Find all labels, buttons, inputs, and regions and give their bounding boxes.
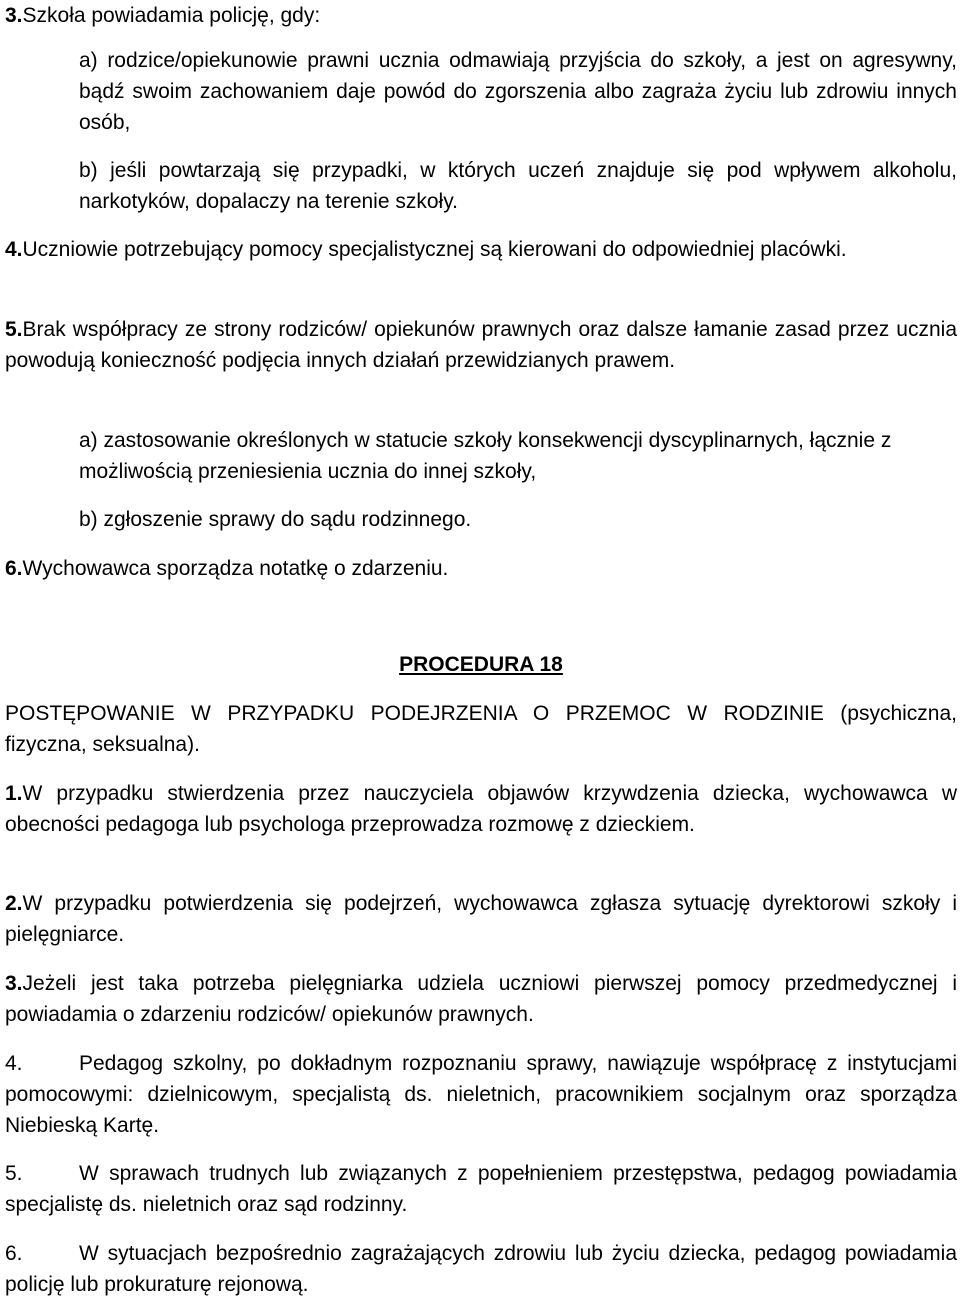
procedure-subtitle: POSTĘPOWANIE W PRZYPADKU PODEJRZENIA O PRZEMOC W RODZINIE (psychiczna, fizyczna, seksualna).	[5, 702, 957, 756]
item-4-number: 4.	[5, 238, 23, 261]
item-6-text: Wychowawca sporządza notatkę o zdarzeniu.	[22, 557, 449, 580]
procedure-item-3-number: 3.	[5, 972, 23, 995]
item-4-text: Uczniowie potrzebujący pomocy specjalistycznej są kierowani do odpowiedniej placówki.	[22, 238, 847, 261]
procedure-item-2-text: W przypadku potwierdzenia się podejrzeń, wychowawca zgłasza sytuację dyrektorowi szkoły i pielęgniarce.	[5, 892, 957, 946]
procedure-item-1-text: W przypadku stwierdzenia przez nauczyciela objawów krzywdzenia dziecka, wychowawca w obecności pedagoga lub psychologa przeprowadza rozmowę z dzieckiem.	[5, 782, 957, 836]
procedure-item-4	[5, 1048, 957, 1141]
procedure-item-5	[5, 1158, 957, 1220]
procedure-item-4-number: 4.	[5, 1052, 23, 1075]
procedure-item-1-number: 1.	[5, 782, 23, 805]
procedure-item-6-number: 6.	[5, 1242, 23, 1265]
procedure-item-3-text: Jeżeli jest taka potrzeba pielęgniarka udziela uczniowi pierwszej pomocy przedmedycznej i powiadamia o zdarzeniu rodziców/ opiekunów prawnych.	[5, 972, 957, 1026]
item-3-a: a) rodzice/opiekunowie prawni ucznia odmawiają przyjścia do szkoły, a jest on agresywny, bądź swoim zachowaniem daje powód do zgorszenia albo zagraża życiu lub zdrowiu innych osób,	[79, 49, 957, 134]
item-5-a: a) zastosowanie określonych w statucie szkoły konsekwencji dyscyplinarnych, łącznie z możliwością przeniesienia ucznia do innej szkoły,	[79, 429, 892, 483]
item-3-text: Szkoła powiadamia policję, gdy:	[22, 4, 321, 27]
item-3-number: 3.	[5, 4, 23, 27]
procedure-item-3	[5, 968, 957, 1030]
item-6	[5, 553, 957, 584]
item-4	[5, 234, 957, 265]
procedure-title-text: PROCEDURA 18	[399, 653, 563, 676]
procedure-item-1	[5, 778, 957, 840]
procedure-item-6	[5, 1238, 957, 1300]
procedure-title	[5, 649, 957, 680]
procedure-item-4-text: Pedagog szkolny, po dokładnym rozpoznaniu sprawy, nawiązuje współpracę z instytucjami pomocowymi: dzielnicowym, specjalistą ds. nieletnich, pracownikiem socjalnym oraz sporządza Niebieską Kartę.	[5, 1052, 957, 1137]
procedure-item-2-number: 2.	[5, 892, 23, 915]
item-3	[5, 0, 957, 31]
procedure-item-2	[5, 888, 957, 950]
procedure-item-6-text: W sytuacjach bezpośrednio zagrażających zdrowiu lub życiu dziecka, pedagog powiadamia policję lub prokuraturę rejonową.	[5, 1242, 957, 1296]
item-5-number: 5.	[5, 318, 23, 341]
item-3-b: b) jeśli powtarzają się przypadki, w których uczeń znajduje się pod wpływem alkoholu, narkotyków, dopalaczy na terenie szkoły.	[79, 159, 957, 213]
procedure-item-5-number: 5.	[5, 1162, 23, 1185]
item-5-b: b) zgłoszenie sprawy do sądu rodzinnego.	[79, 508, 472, 531]
procedure-item-5-text: W sprawach trudnych lub związanych z popełnieniem przestępstwa, pedagog powiadamia specjalistę ds. nieletnich oraz sąd rodzinny.	[5, 1162, 957, 1216]
item-6-number: 6.	[5, 557, 23, 580]
item-5-text: Brak współpracy ze strony rodziców/ opiekunów prawnych oraz dalsze łamanie zasad przez ucznia powodują konieczność podjęcia innych działań przewidzianych prawem.	[5, 318, 957, 372]
item-5	[5, 314, 957, 376]
